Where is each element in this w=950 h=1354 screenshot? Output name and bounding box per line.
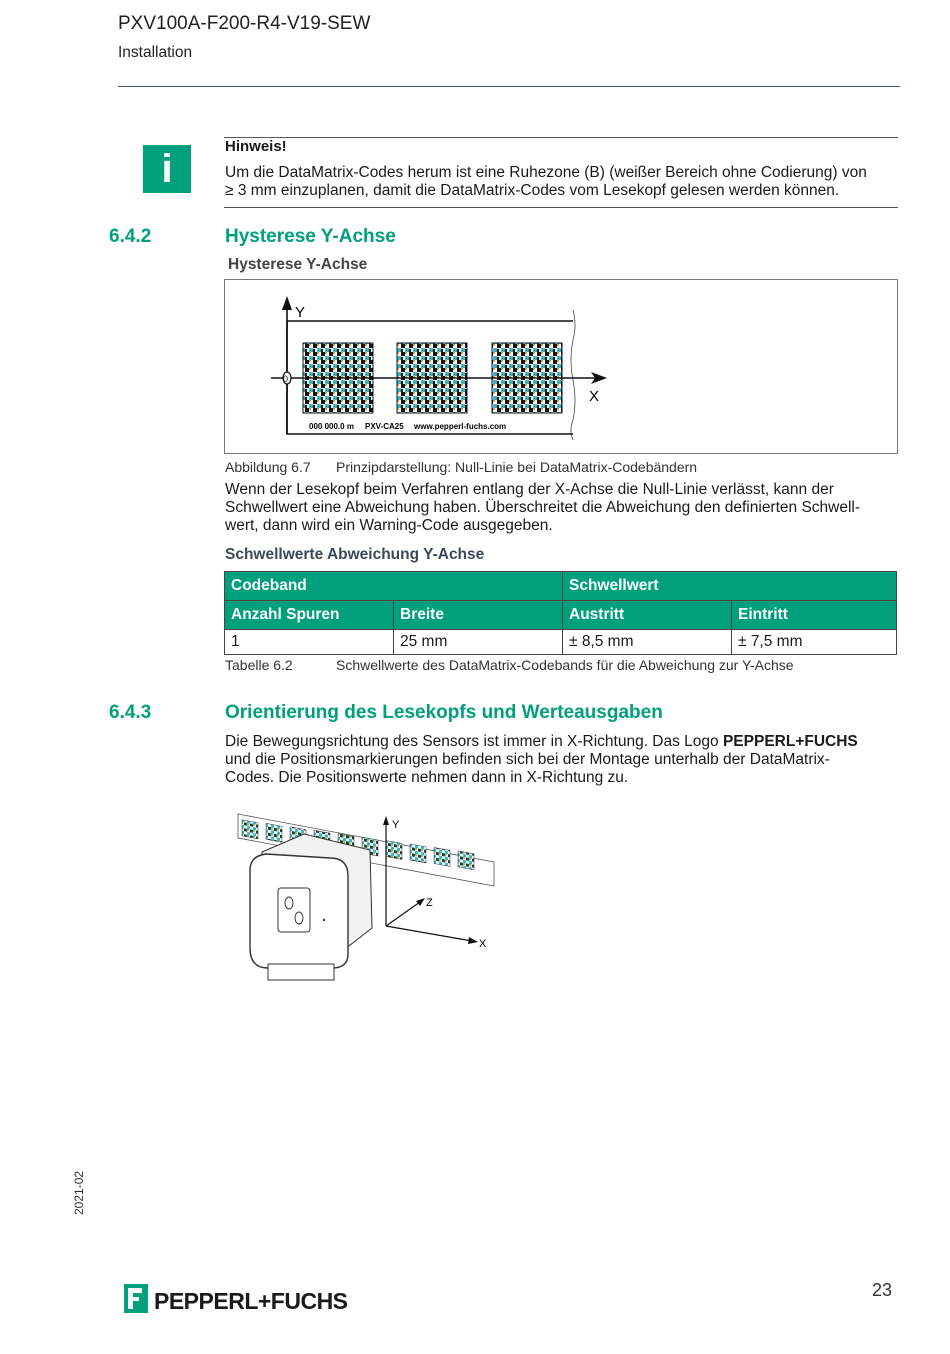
table-title: Schwellwerte Abweichung Y-Achse — [225, 546, 485, 563]
figure-caption-number: Abbildung 6.7 — [225, 459, 311, 475]
band-break-line — [571, 310, 575, 440]
threshold-table — [224, 571, 897, 655]
hysteresis-diagram — [225, 280, 897, 453]
paragraph-line: Schwellwert eine Abweichung haben. Überschreitet die Abweichung den definierten Schwell- — [225, 499, 861, 516]
paragraph-line: und die Positionsmarkierungen befinden sich bei der Montage unterhalb der DataMatrix- — [225, 751, 830, 768]
z-arrow-icon — [416, 898, 425, 906]
table-header-cell: Austritt — [563, 601, 732, 630]
page-number: 23 — [872, 1280, 893, 1300]
section-title: Orientierung des Lesekopfs und Werteausgaben — [225, 702, 663, 723]
table-group-codeband: Codeband — [225, 572, 563, 601]
paragraph-orientation — [225, 733, 897, 787]
table-header-cell: Anzahl Spuren — [225, 601, 394, 630]
company-logo-icon — [124, 1284, 148, 1313]
note-text — [225, 164, 905, 200]
y-arrow-icon — [282, 296, 292, 310]
zero-label: 0 — [283, 374, 289, 384]
z-axis — [386, 902, 420, 926]
revision-date: 2021-02 — [72, 1170, 86, 1215]
table-header-cell: Breite — [394, 601, 563, 630]
table-header-row — [225, 601, 897, 630]
figure-title: Hysterese Y-Achse — [228, 256, 368, 273]
table-group-threshold: Schwellwert — [563, 572, 897, 601]
table-cell: 25 mm — [394, 630, 563, 655]
orientation-diagram — [232, 808, 504, 983]
paragraph-line: Codes. Die Positionswerte nehmen dann in X-Richtung zu. — [225, 769, 629, 786]
y-axis-label: Y — [295, 304, 306, 321]
y-arrow-icon — [383, 816, 389, 825]
note-top-divider — [224, 137, 898, 138]
figure-caption-text: Prinzipdarstellung: Null-Linie bei DataMatrix-Codebändern — [336, 459, 698, 475]
paragraph-line: Wenn der Lesekopf beim Verfahren entlang der X-Achse die Null-Linie verlässt, kann der — [225, 481, 834, 498]
note-line-1: Um die DataMatrix-Codes herum ist eine Ruhezone (B) (weißer Bereich ohne Codierung) von — [225, 164, 867, 181]
section-number: 6.4.2 — [109, 226, 152, 247]
band-type-text: PXV-CA25 — [365, 422, 404, 431]
note-bottom-divider — [224, 207, 898, 208]
x-axis-label: X — [589, 388, 600, 405]
table-caption-text: Schwellwerte des DataMatrix-Codebands für die Abweichung zur Y-Achse — [336, 657, 794, 673]
header-divider — [118, 86, 900, 87]
paragraph-line: wert, dann wird ein Warning-Code ausgegeben. — [225, 517, 553, 534]
section-number: 6.4.3 — [109, 702, 152, 723]
band-position-text: 000 000.0 m — [309, 422, 354, 431]
paragraph-hysteresis — [225, 481, 897, 535]
x-arrow-icon — [468, 937, 478, 944]
y-axis-label: Y — [392, 819, 400, 831]
company-logo-text: PEPPERL+FUCHS — [154, 1288, 348, 1314]
table-cell: 1 — [225, 630, 394, 655]
band-url-text: www.pepperl-fuchs.com — [414, 422, 507, 431]
brand-name: PEPPERL+FUCHS — [722, 733, 858, 750]
table-cell: ± 8,5 mm — [563, 630, 732, 655]
section-title: Hysterese Y-Achse — [225, 226, 396, 247]
chapter-title: Installation — [118, 44, 193, 61]
note-line-2: ≥ 3 mm einzuplanen, damit die DataMatrix-Codes vom Lesekopf gelesen werden können. — [225, 182, 840, 199]
table-group-header-row — [225, 572, 897, 601]
paragraph-line: Die Bewegungsrichtung des Sensors ist immer in X-Richtung. Das Logo PEPPERL+FUCHS — [225, 733, 858, 750]
x-axis — [386, 926, 472, 941]
figure-hysteresis — [224, 279, 898, 454]
table-header-cell: Eintritt — [732, 601, 897, 630]
info-icon: i — [143, 145, 191, 193]
table-caption-number: Tabelle 6.2 — [225, 657, 293, 673]
x-axis-label: X — [479, 938, 487, 950]
document-title: PXV100A-F200-R4-V19-SEW — [118, 13, 371, 34]
note-heading: Hinweis! — [225, 138, 287, 155]
table-row — [225, 630, 897, 655]
table-cell: ± 7,5 mm — [732, 630, 897, 655]
sensor-head — [250, 834, 372, 980]
z-axis-label: Z — [426, 897, 433, 909]
